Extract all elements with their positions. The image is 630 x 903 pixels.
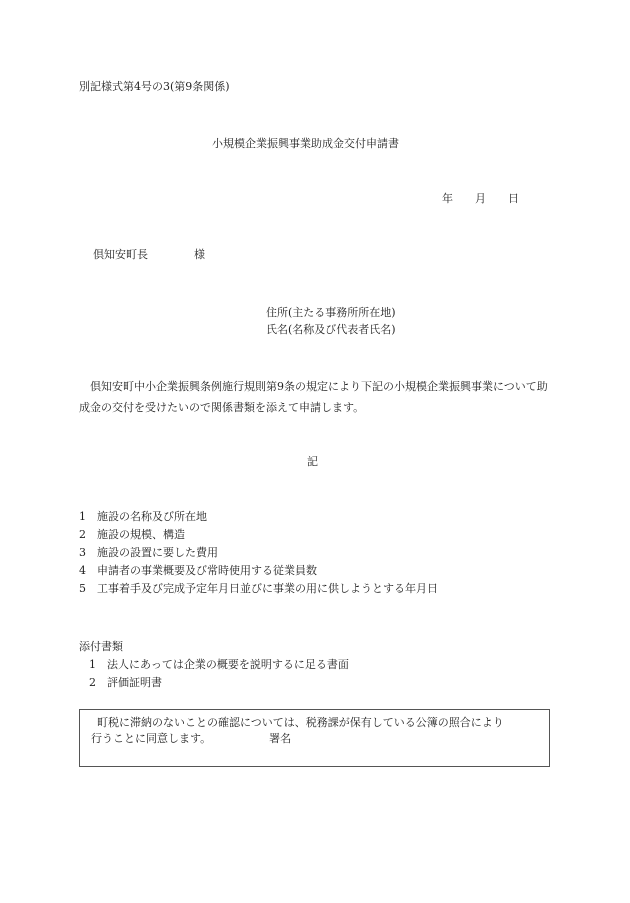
item-text: 施設の名称及び所在地	[97, 510, 207, 523]
addressee-honorific: 様	[194, 248, 205, 261]
item-number: 2	[79, 528, 86, 541]
form-reference: 別記様式第4号の3(第9条関係)	[79, 80, 230, 93]
attachment-text: 法人にあっては企業の概要を説明するに足る書面	[107, 658, 349, 671]
list-item	[79, 562, 438, 580]
date-month-label: 月	[475, 192, 486, 205]
attachment-number: 1	[89, 658, 96, 671]
item-text: 施設の規模、構造	[97, 528, 185, 541]
tax-consent-box	[79, 709, 550, 767]
applicant-name-label: 氏名(名称及び代表者氏名)	[266, 323, 396, 336]
item-list	[79, 508, 438, 598]
item-number: 4	[79, 564, 86, 577]
attachment-number: 2	[89, 676, 96, 689]
list-item	[79, 526, 438, 544]
applicant-address-label: 住所(主たる事務所所在地)	[266, 306, 396, 319]
document-title: 小規模企業振興事業助成金交付申請書	[212, 137, 399, 150]
ki-heading: 記	[307, 455, 318, 468]
addressee	[93, 248, 205, 262]
attachments-heading: 添付書類	[79, 640, 123, 653]
item-number: 1	[79, 510, 86, 523]
item-text: 申請者の事業概要及び常時使用する従業員数	[97, 564, 317, 577]
list-item	[79, 508, 438, 526]
addressee-name: 倶知安町長	[93, 248, 148, 261]
list-item	[79, 544, 438, 562]
date-line	[442, 192, 519, 206]
attachment-text: 評価証明書	[107, 676, 162, 689]
consent-text: 行うことに同意します。	[91, 732, 212, 745]
item-text: 工事着手及び完成予定年月日並びに事業の用に供しようとする年月日	[97, 582, 438, 595]
body-paragraph: 倶知安町中小企業振興条例施行規則第9条の規定により下記の小規模企業振興事業について助成金の交付を受けたいので関係書類を添えて申請します。	[79, 380, 548, 414]
attachment-item	[79, 674, 349, 692]
consent-text-line2	[91, 732, 291, 746]
consent-text-line1: 町税に滞納のないことの確認については、税務課が保有している公簿の照合により	[97, 716, 504, 729]
list-item	[79, 580, 438, 598]
date-year-label: 年	[442, 192, 453, 205]
item-number: 3	[79, 546, 86, 559]
attachments-section	[79, 638, 349, 692]
applicant-block	[266, 304, 396, 338]
date-day-label: 日	[508, 192, 519, 205]
item-text: 施設の設置に要した費用	[97, 546, 218, 559]
attachment-item	[79, 656, 349, 674]
item-number: 5	[79, 582, 86, 595]
signature-label: 署名	[269, 732, 292, 745]
